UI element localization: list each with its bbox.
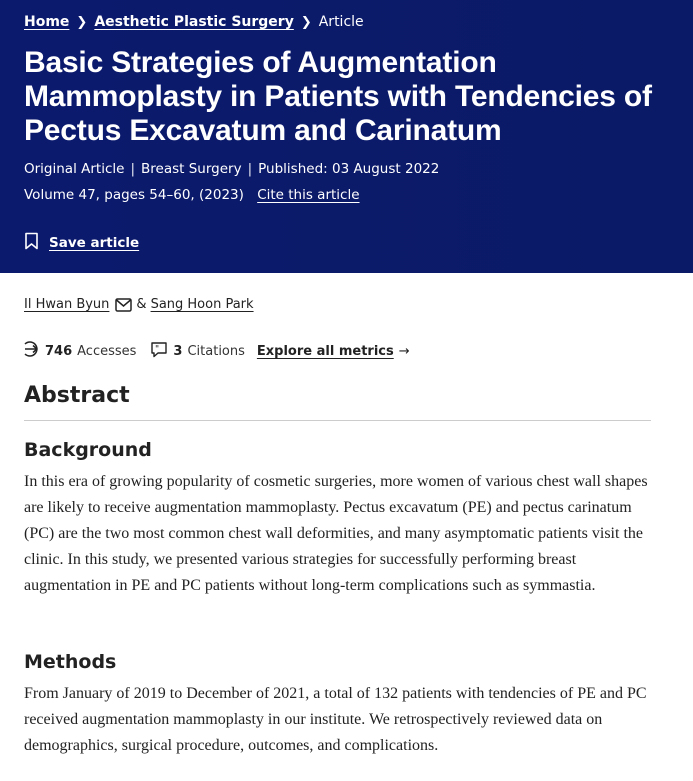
background-heading: Background [24, 439, 152, 461]
arrow-right-icon: → [398, 343, 410, 359]
article-type: Original Article [24, 161, 125, 177]
author-link-1[interactable]: Il Hwan Byun [24, 297, 110, 312]
article-volume-line [24, 187, 360, 203]
chevron-right-icon: ❯ [300, 14, 312, 30]
meta-divider: | [247, 161, 253, 177]
article-meta [24, 161, 439, 177]
article-section: Breast Surgery [141, 161, 242, 177]
author-link-2[interactable]: Sang Hoon Park [150, 297, 254, 312]
author-list [24, 297, 254, 312]
accesses-count: 746 [45, 343, 73, 359]
published-date: Published: 03 August 2022 [258, 161, 440, 177]
breadcrumb-journal-link[interactable]: Aesthetic Plastic Surgery [94, 14, 294, 30]
explore-metrics-link[interactable]: Explore all metrics [256, 343, 394, 359]
quote-icon [150, 340, 168, 362]
save-article-label: Save article [49, 235, 140, 251]
envelope-icon[interactable] [115, 298, 132, 312]
accesses-label: Accesses [77, 343, 137, 359]
meta-divider: | [130, 161, 135, 177]
bookmark-icon [24, 232, 39, 254]
citations-count: 3 [173, 343, 183, 359]
breadcrumb-current: Article [318, 14, 364, 30]
abstract-divider [24, 420, 651, 421]
breadcrumb-home-link[interactable]: Home [24, 14, 70, 30]
chevron-right-icon: ❯ [76, 14, 88, 30]
background-text: In this era of growing popularity of cosmetic surgeries, more women of various chest wall shapes are likely to receive augmentation mammoplasty. Pectus excavatum (PE) and pectus carinatum (PC) are the two most common chest wall deformities, and many asymptomatic patients visit the clinic. In this study, we presented various strategies for successfully performing breast augmentation in PE and PC patients without long-term complications such as symmastia. [24, 473, 648, 594]
author-separator: & [136, 297, 147, 312]
citations-label: Citations [187, 343, 245, 359]
volume-info: Volume 47, pages 54–60, (2023) [24, 187, 244, 203]
methods-heading: Methods [24, 651, 117, 673]
breadcrumb [24, 14, 364, 30]
methods-text: From January of 2019 to December of 2021, a total of 132 patients with tendencies of PE and PC received augmentation mammoplasty in our institute. We retrospectively reviewed data on demographics, surgical procedure, outcomes, and complications. [24, 685, 647, 754]
svg-text:": " [155, 344, 160, 355]
article-title: Basic Strategies of Augmentation Mammoplasty in Patients with Tendencies of Pectus Excavatum and Carinatum [24, 46, 652, 147]
save-article-button[interactable] [24, 232, 139, 254]
abstract-heading: Abstract [24, 383, 130, 408]
article-metrics [22, 340, 410, 362]
cite-article-link[interactable]: Cite this article [257, 187, 360, 203]
accesses-icon [22, 340, 40, 362]
article-header [0, 0, 693, 273]
